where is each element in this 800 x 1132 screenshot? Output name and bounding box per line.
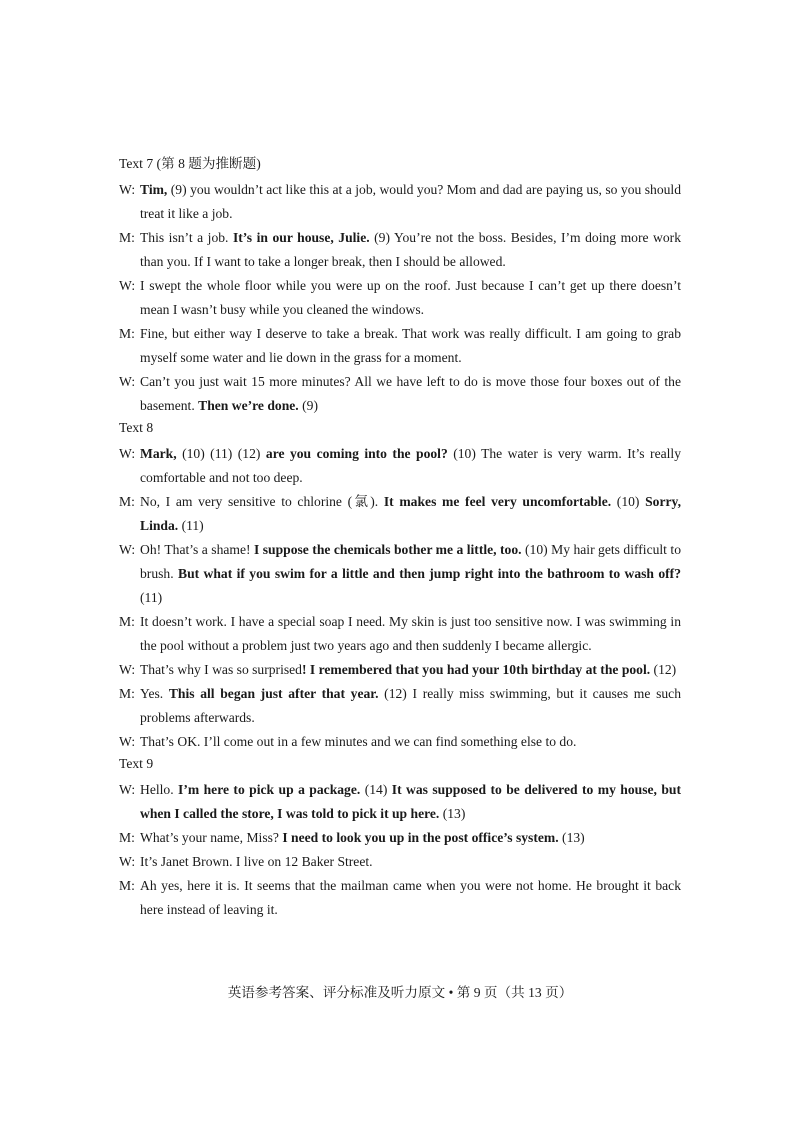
text-segment: (10) The water is very warm. It’s really comfortable and not too deep. [140, 446, 682, 485]
text-segment: (10) (11) (12) [182, 446, 266, 461]
speaker-label: W: [119, 662, 136, 677]
dialogue-text [140, 274, 681, 322]
bold-text-segment: It was supposed to be delivered to my house, but when I called the store, I was told to pick it up here. [140, 782, 681, 821]
text-segment: (13) [558, 830, 585, 845]
text-segment: This isn’t a job. [140, 230, 233, 245]
speaker-label: M: [119, 878, 135, 893]
dialogue-text [140, 778, 681, 826]
speaker-label: W: [119, 782, 136, 797]
text-segment: Hello. [140, 782, 179, 797]
text-segment: (9) you wouldn’t act like this at a job, would you? Mom and dad are paying us, so you should treat it like a job. [140, 182, 682, 221]
speaker-label: W: [119, 446, 136, 461]
dialogue-text [140, 178, 681, 226]
dialogue-turn [119, 874, 681, 922]
bold-text-segment: It’s in our house, Julie. [232, 230, 370, 245]
text-segment: Yes. [140, 686, 169, 701]
text-segment: (14) [360, 782, 392, 797]
bold-text-segment: I need to look you up in the post office’s system. [282, 830, 559, 845]
dialogue-turn [119, 538, 681, 610]
bold-text-segment: ! I remembered that you had your 10th birthday at the pool. [301, 662, 651, 677]
dialogue-text [140, 682, 681, 730]
speaker-label: W: [119, 278, 136, 293]
dialogue-text [140, 370, 681, 418]
dialogue-turn [119, 322, 681, 370]
dialogue-turn [119, 682, 681, 730]
bold-text-segment: I suppose the chemicals bother me a little, too. [254, 542, 522, 557]
page-footer: 英语参考答案、评分标准及听力原文 • 第 9 页（共 13 页） [227, 985, 573, 1000]
speaker-label: M: [119, 326, 135, 341]
text-segment: That’s OK. I’ll come out in a few minutes and we can find something else to do. [140, 734, 577, 749]
dialogue-text [140, 322, 681, 370]
text-segment: What’s your name, Miss? [140, 830, 283, 845]
bold-text-segment: I’m here to pick up a package. [178, 782, 361, 797]
text-segment: (9) You’re not the boss. Besides, I’m doing more work than you. If I want to take a longer break, then I should be allowed. [140, 230, 681, 269]
dialogue-text [140, 442, 681, 490]
speaker-label: M: [119, 614, 135, 629]
dialogue-text [140, 226, 681, 274]
text-segment: That’s why I was so surprised [140, 662, 302, 677]
dialogue-turn [119, 226, 681, 274]
text-segment: Ah yes, here it is. It seems that the mailman came when you were not home. He brought it back here instead of leaving it. [140, 878, 681, 917]
speaker-label: W: [119, 854, 136, 869]
speaker-label: M: [119, 686, 135, 701]
dialogue-turn [119, 370, 681, 418]
text-segment: (9) [298, 398, 318, 413]
dialogue-text [140, 730, 681, 754]
bold-text-segment: Then we’re done. [198, 398, 299, 413]
dialogue-text [140, 874, 681, 922]
text-segment: (12) [650, 662, 677, 677]
dialogue-text [140, 850, 681, 874]
text-segment: (13) [439, 806, 466, 821]
dialogue-turn [119, 658, 681, 682]
speaker-label: M: [119, 830, 135, 845]
section-title: Text 7 (第 8 题为推断题) [119, 156, 261, 171]
bold-text-segment: But what if you swim for a little and then jump right into the bathroom to wash off? [178, 566, 681, 581]
dialogue-turn [119, 274, 681, 322]
dialogue-turn [119, 730, 681, 754]
text-segment: (10) My hair gets difficult to brush. [140, 542, 681, 581]
text-segment: (10) [611, 494, 646, 509]
bold-text-segment: Mark, [140, 446, 183, 461]
bold-text-segment: It makes me feel very uncomfortable. [383, 494, 612, 509]
dialogue-turn [119, 778, 681, 826]
bold-text-segment: Tim, [140, 182, 171, 197]
dialogue-text [140, 490, 681, 538]
text-segment: (12) I really miss swimming, but it causes me such problems afterwards. [140, 686, 682, 725]
text-segment: (11) [140, 590, 163, 605]
speaker-label: W: [119, 182, 136, 197]
dialogue-turn [119, 610, 681, 658]
speaker-label: W: [119, 374, 136, 389]
text-segment: No, I am very sensitive to chlorine (氯). [140, 494, 384, 509]
bold-text-segment: are you coming into the pool? [265, 446, 448, 461]
dialogue-turn [119, 442, 681, 490]
section-title: Text 9 [119, 756, 154, 771]
dialogue-text [140, 826, 681, 850]
dialogue-turn [119, 850, 681, 874]
section-title: Text 8 [119, 420, 154, 435]
dialogue-turn [119, 178, 681, 226]
bold-text-segment: Sorry, Linda. [140, 494, 681, 533]
text-segment: It doesn’t work. I have a special soap I need. My skin is just too sensitive now. I was swimming in the pool without a problem just two years ago and then suddenly I became allergic. [140, 614, 681, 653]
dialogue-text [140, 538, 681, 610]
text-segment: Fine, but either way I deserve to take a break. That work was really difficult. I am going to grab myself some water and lie down in the grass for a moment. [140, 326, 681, 365]
bold-text-segment: This all began just after that year. [168, 686, 379, 701]
speaker-label: W: [119, 734, 136, 749]
document-page [119, 154, 681, 922]
dialogue-turn [119, 826, 681, 850]
speaker-label: W: [119, 542, 136, 557]
text-segment: Can’t you just wait 15 more minutes? All we have left to do is move those four boxes out of the basement. [140, 374, 681, 413]
text-segment: Oh! That’s a shame! [140, 542, 254, 557]
text-segment: I swept the whole floor while you were up on the roof. Just because I can’t get up there doesn’t mean I wasn’t busy while you cleaned the windows. [140, 278, 681, 317]
dialogue-turn [119, 490, 681, 538]
speaker-label: M: [119, 494, 135, 509]
dialogue-text [140, 610, 681, 658]
text-segment: It’s Janet Brown. I live on 12 Baker Street. [140, 854, 373, 869]
dialogue-text [140, 658, 681, 682]
text-segment: (11) [178, 518, 204, 533]
speaker-label: M: [119, 230, 135, 245]
